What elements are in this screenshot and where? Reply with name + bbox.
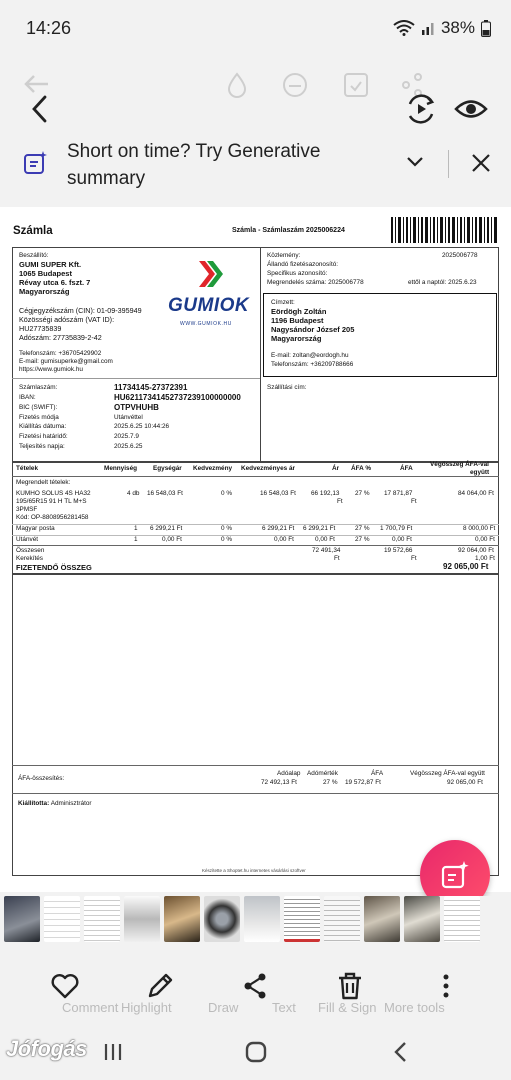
signal-icon (421, 21, 435, 35)
row2-name: Magyar posta (16, 525, 55, 532)
invoice-number: Számla - Számlaszám 2025006224 (232, 227, 345, 234)
row1-code: Kód: OP-8808956281458 (16, 514, 89, 521)
bic-value: OTPVHUHB (114, 403, 159, 412)
row3-qty: 1 (134, 536, 138, 543)
vat-value: 19 572,87 Ft (345, 779, 381, 786)
battery-icon (481, 20, 491, 37)
seller-country: Magyarország (19, 287, 70, 296)
order-date: ettől a naptól: 2025.6.23 (408, 279, 477, 286)
row1-name3: 3PMSF (16, 506, 38, 513)
buyer-name: Eördögh Zoltán (271, 307, 327, 316)
vat-summary-line (12, 765, 499, 766)
col-vatp: ÁFA % (351, 465, 372, 472)
row1-vat-unit: Ft (411, 498, 417, 505)
vat-h-rate: Adómérték (307, 770, 338, 777)
row1-total: 84 064,00 Ft (458, 490, 494, 497)
row1-price-unit: Ft (337, 498, 343, 505)
vat-h-vat: ÁFA (371, 770, 384, 777)
row3-disc: 0 % (221, 536, 233, 543)
payment-label: Fizetés módja (19, 414, 59, 421)
seller-email: E-mail: gumisuperke@gmail.com (19, 358, 113, 365)
thumbnail[interactable] (164, 896, 200, 942)
ordered-label: Megrendelt tételek: (16, 479, 71, 486)
thumbnail[interactable] (124, 896, 160, 942)
seller-tax: Adószám: 27735839-2-42 (19, 333, 102, 342)
logo-brand-b: OK (219, 295, 250, 316)
logo-url: WWW.GUMIOK.HU (180, 321, 232, 327)
header-divider (260, 247, 261, 462)
banner-text: Short on time? Try Generative summary (67, 141, 321, 189)
draw-ghost-label: Draw (208, 1000, 239, 1015)
bottom-action-bar (0, 948, 511, 1028)
pay-total: 92 065,00 Ft (443, 562, 489, 571)
document-page[interactable] (0, 207, 511, 892)
buyer-street: Nagysándor József 205 (271, 325, 355, 334)
col-qty: Mennyiség (104, 465, 138, 472)
vat-rate: 27 % (323, 779, 338, 786)
sum-price-unit: Ft (334, 555, 340, 562)
row2-disc: 0 % (221, 525, 233, 532)
perf-label: Teljesítés napja: (19, 443, 65, 450)
row3-vat: 0,00 Ft (392, 536, 412, 543)
iban-value: HU62117341452737239100000000 (114, 393, 241, 402)
row3-name: Utánvét (16, 536, 39, 543)
gumiok-logo-icon (197, 259, 225, 289)
round-label: Kerekítés (16, 555, 43, 562)
issuer-label: Kiállította: (18, 800, 50, 807)
order-number: Megrendelés száma: 2025006778 (267, 279, 364, 286)
wifi-icon (393, 20, 415, 36)
row3-vatp: 27 % (355, 536, 370, 543)
specific-id-label: Specifikus azonosító: (267, 270, 328, 277)
vat-h-base: Adóalap (277, 770, 301, 777)
sum-total: 92 064,00 Ft (458, 547, 494, 554)
row3-total: 0,00 Ft (475, 536, 495, 543)
row1-vatp: 27 % (355, 490, 370, 497)
row3-price: 0,00 Ft (315, 536, 335, 543)
heart-icon[interactable] (49, 970, 81, 1002)
row3-discprice: 0,00 Ft (274, 536, 294, 543)
thumbnail[interactable] (244, 896, 280, 942)
round-value: 1,00 Ft (475, 555, 495, 562)
eye-icon[interactable] (454, 94, 488, 124)
issuer-value: Adminisztrátor (50, 800, 92, 807)
due-value: 2025.7.9 (114, 433, 139, 440)
issue-label: Kiállítás dátuma: (19, 423, 67, 430)
row2-vatp: 27 % (355, 525, 370, 532)
vat-h-total: Végösszeg ÁFA-val együtt (410, 770, 485, 777)
row1-discprice: 16 548,03 Ft (260, 490, 296, 497)
row1-disc: 0 % (221, 490, 233, 497)
row2-vat: 1 700,79 Ft (380, 525, 413, 532)
thumbnail[interactable] (44, 896, 80, 942)
vat-summary-label: ÁFA-összesítés: (18, 775, 65, 782)
more-tools-ghost-label: More tools (384, 1000, 445, 1015)
thumbnail[interactable] (324, 896, 360, 942)
buyer-city: 1196 Budapest (271, 316, 324, 325)
col-unit: Egységár (153, 465, 182, 472)
thumbnail[interactable] (284, 896, 320, 942)
more-vertical-icon[interactable] (430, 970, 462, 1002)
issuer-line (12, 793, 499, 794)
seller-reg: Cégjegyzékszám (CIN): 01-09-395949 (19, 306, 142, 315)
iban-label: IBAN: (19, 394, 36, 401)
perf-value: 2025.6.25 (114, 443, 143, 450)
home-icon[interactable] (244, 1040, 268, 1064)
sparkle-document-icon (440, 860, 470, 890)
row1-unit: 16 548,03 Ft (147, 490, 183, 497)
payment-value: Utánvéttel (114, 414, 143, 421)
invoice-title: Számla (13, 225, 53, 237)
col-total: Végösszeg ÁFA-val (430, 461, 489, 468)
pay-label: FIZETENDŐ ÖSSZEG (16, 563, 92, 572)
row1-price: 66 192,13 (311, 490, 340, 497)
share-icon[interactable] (239, 970, 271, 1002)
row2-price: 6 299,21 Ft (303, 525, 336, 532)
vat-base: 72 492,13 Ft (261, 779, 297, 786)
due-label: Fizetési határidő: (19, 433, 68, 440)
status-icons (393, 18, 491, 38)
seller-vat: HU27735839 (19, 324, 62, 333)
banner-divider (448, 150, 449, 178)
logo-brand-a: GUMI (168, 295, 220, 316)
seller-name: GUMI SUPER Kft. (19, 260, 82, 269)
ink-ghost-icon (225, 72, 249, 98)
row2-total: 8 000,00 Ft (463, 525, 496, 532)
sum-price: 72 491,34 (312, 547, 341, 554)
chevron-down-icon[interactable] (405, 152, 425, 172)
buyer-country: Magyarország (271, 334, 322, 343)
text-ghost-label: Text (272, 1000, 296, 1015)
row-line (12, 524, 499, 525)
back-nav-icon[interactable] (390, 1040, 410, 1064)
row1-qty: 4 db (127, 490, 140, 497)
row2-unit: 6 299,21 Ft (150, 525, 183, 532)
col-price: Ár (332, 465, 340, 472)
back-chevron-icon[interactable] (26, 94, 56, 124)
thumbnail[interactable] (404, 896, 440, 942)
row1-name2: 195/65R15 91 H TL M+S (16, 498, 87, 505)
permanent-id-label: Állandó fizetésazonosító: (267, 261, 339, 268)
close-icon[interactable] (470, 152, 492, 174)
row2-discprice: 6 299,21 Ft (262, 525, 295, 532)
issue-value: 2025.6.25 10:44:26 (114, 423, 170, 430)
buyer-email: E-mail: zoltan@eordogh.hu (271, 352, 349, 359)
announcement-label: Közlemény: (267, 252, 301, 259)
col-discprice: Kedvezményes ár (241, 465, 295, 472)
highlight-ghost-label: Highlight (121, 1000, 172, 1015)
row2-qty: 1 (134, 525, 138, 532)
col-vat: ÁFA (400, 465, 413, 472)
thumbnail[interactable] (204, 896, 240, 942)
reading-mode-icon[interactable] (404, 92, 438, 126)
recent-apps-icon[interactable] (103, 1042, 123, 1062)
thumbnail-strip[interactable] (0, 896, 511, 948)
vat-total: 92 065,00 Ft (447, 779, 483, 786)
seller-divider (12, 378, 260, 379)
barcode-icon (391, 217, 499, 243)
save-ghost-icon (343, 72, 369, 98)
announcement-value: 2025006778 (442, 252, 478, 259)
back-arrow-ghost-icon (22, 72, 50, 96)
issuer-row (18, 800, 92, 808)
status-time: 14:26 (26, 18, 72, 38)
row1-vat: 17 871,87 (384, 490, 413, 497)
buyer-phone: Telefonszám: +36209788666 (271, 361, 354, 368)
seller-phone: Telefonszám: +36705429902 (19, 350, 102, 357)
comment-ghost-label: Comment (62, 1000, 119, 1015)
account-number: 11734145-27372391 (114, 383, 188, 392)
thumbnail[interactable] (84, 896, 120, 942)
generative-summary-banner[interactable] (0, 138, 511, 200)
seller-city: 1065 Budapest (19, 269, 72, 278)
seller-web: https://www.gumiok.hu (19, 366, 83, 373)
sum-vat-unit: Ft (411, 555, 417, 562)
sum-vat: 19 572,66 (384, 547, 413, 554)
account-label: Számlaszám: (19, 384, 58, 391)
sum-label: Összesen (16, 547, 45, 554)
sparkle-document-icon (22, 150, 48, 176)
thumbnail[interactable] (4, 896, 40, 942)
status-bar (0, 0, 511, 52)
viewer-toolbar (0, 52, 511, 148)
row-line (12, 535, 499, 536)
invoice-footer: Készítette a Shoptet.hu internetes vásárlási szoftver (202, 868, 306, 873)
battery-percent: 38% (440, 18, 475, 37)
row3-unit: 0,00 Ft (162, 536, 182, 543)
row1-name1: KUMHO SOLUS 4S HA32 (16, 490, 91, 497)
watermark-logo: Jófogás (6, 1036, 87, 1061)
thumbnail[interactable] (364, 896, 400, 942)
seller-label: Beszállító: (19, 252, 49, 259)
buyer-label: Címzett: (271, 299, 295, 306)
invoice (12, 207, 499, 887)
bic-label: BIC (SWIFT): (19, 404, 58, 411)
thumbnail[interactable] (444, 896, 480, 942)
totals-line (12, 545, 499, 546)
fill-sign-ghost-label: Fill & Sign (318, 1000, 377, 1015)
col-items: Tételek (16, 465, 39, 472)
pencil-icon[interactable] (144, 970, 176, 1002)
col-total-2: együtt (470, 469, 490, 476)
table-header-line (12, 476, 499, 477)
col-discount: Kedvezmény (193, 465, 233, 472)
seller-vat-label: Közösségi adószám (VAT ID): (19, 315, 115, 324)
seller-street: Révay utca 6. fszt. 7 (19, 278, 91, 287)
blank-area-box (12, 574, 499, 876)
search-ghost-icon (282, 72, 308, 98)
trash-icon[interactable] (334, 970, 366, 1002)
logo-wordmark (168, 295, 249, 317)
shipping-label: Szállítási cím: (267, 384, 307, 391)
